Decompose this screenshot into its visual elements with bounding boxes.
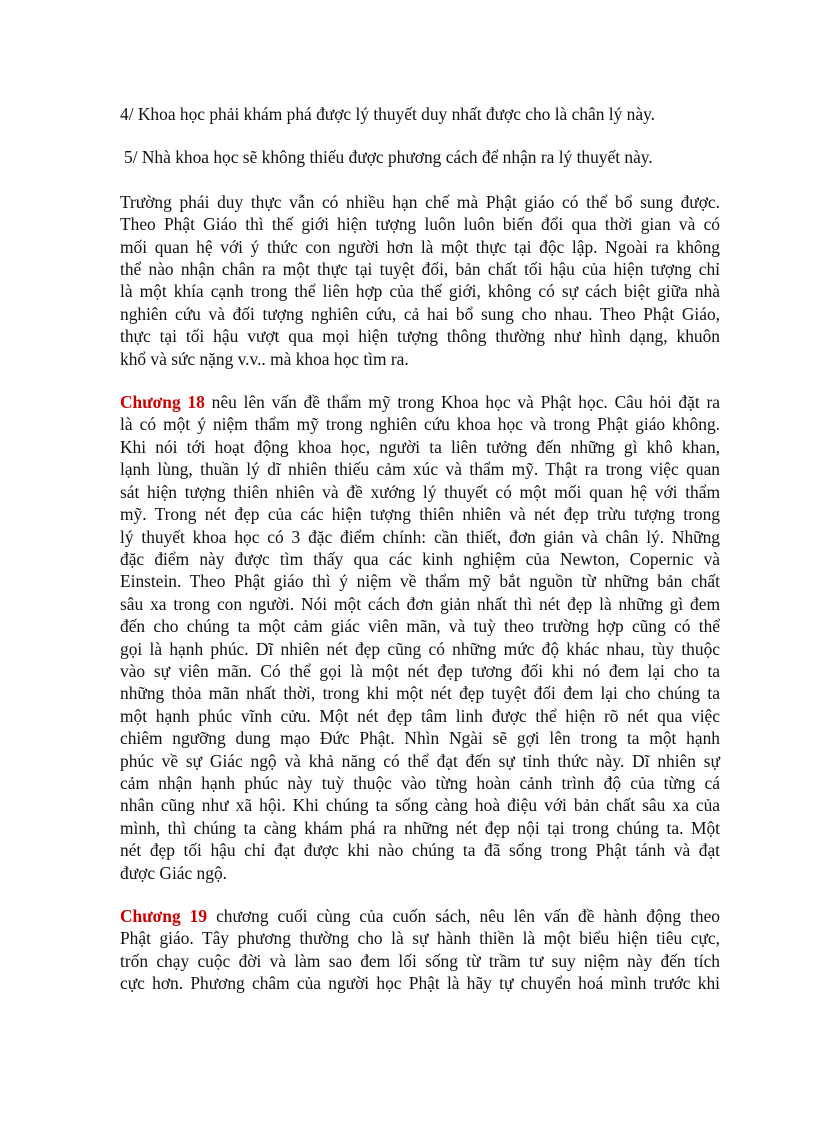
text-line: mình, thì chúng ta càng khám phá ra những nét đẹp nội tại trong chúng ta. Một [120,817,720,838]
text-line: là một khía cạnh trong thể liên hợp của thế giới, không có sự cách biệt giữa nhà [120,281,720,302]
text-line: sâu xa trong con người. Nói một cách đơn giản nhất thì nét đẹp là những gì đem [120,593,720,614]
chapter-19-heading: Chương 19 [120,906,208,926]
text-line: khổ và sức nặng v.v.. mà khoa học tìm ra. [120,348,409,369]
text-line: Einstein. Theo Phật giáo thì ý niệm về thẩm mỹ bắt nguồn từ những bản chất [120,571,720,592]
text-line: 5/ Nhà khoa học sẽ không thiếu được phương cách để nhận ra lý thuyết này. [124,147,653,168]
text-line [120,391,720,413]
text-line: mỹ. Trong nét đẹp của các hiện tượng thiên nhiên và nét đẹp trừu tượng trong [120,504,720,525]
text-line: đến cho chúng ta một cảm giác viên mãn, và tuỳ theo trường hợp cũng có thể [120,616,720,637]
text-line: mối quan hệ với ý thức con người hơn là một thực tại độc lập. Ngoài ra không [120,236,720,257]
text-line: Theo Phật Giáo thì thế giới hiện tượng luôn luôn biến đổi qua thời gian và có [120,214,720,235]
paragraph-chapter-19 [120,905,720,995]
text-line: sát hiện tượng thiên nhiên và đề xướng lý thuyết có một mối quan hệ với thẩm [120,481,720,502]
document-page [120,92,720,995]
paragraph-realism [120,191,720,370]
text-line [120,905,720,927]
chapter-18-first-line: nêu lên vấn đề thẩm mỹ trong Khoa học và Phật học. Câu hỏi đặt ra [204,392,720,413]
text-line: phúc về sự Giác ngộ và khả năng có thể đạt đến sự tỉnh thức này. Dĩ nhiên sự [120,750,720,771]
paragraph-chapter-18 [120,391,720,884]
text-line: lý thuyết khoa học có 3 đặc điểm chính: cần thiết, đơn giản và chân lý. Những [120,526,720,547]
text-line: Phật giáo. Tây phương thường cho là sự hành thiền là một biểu hiện tiêu cực, [120,928,720,949]
list-item-4 [120,103,720,125]
text-line: cực hơn. Phương châm của người học Phật là hãy tự chuyển hoá mình trước khi [120,973,720,994]
chapter-18-heading: Chương 18 [120,392,205,413]
text-line: nhân cũng như xã hội. Khi chúng ta sống càng hoà điệu với bản chất sâu xa của [120,795,720,816]
text-line: thể nào nhận chân ra một thực tại tuyệt đối, bản chất tối hậu của hiện tượng chỉ [120,259,720,280]
text-line: vào sự viên mãn. Có thể gọi là một nét đẹp tương đối khi nó đem lại cho ta [120,660,720,681]
text-line: đặc điểm này được tìm thấy qua các kinh nghiệm của Newton, Copernic và [120,548,720,569]
chapter-19-first-line: chương cuối cùng của cuốn sách, nêu lên vấn đề hành động theo [207,906,720,926]
text-line: lạnh lùng, thuần lý dĩ nhiên thiếu cảm xúc và thẩm mỹ. Thật ra trong việc quan [120,459,720,480]
text-line: chiêm ngưỡng dung mạo Đức Phật. Nhìn Ngài sẽ gợi lên trong ta một hạnh [120,728,720,749]
text-line: trốn chạy cuộc đời và làm sao đem lối sống từ trầm tư suy niệm này đến tích [120,950,720,971]
text-line: là có một ý niệm thẩm mỹ trong nghiên cứu khoa học và trong Phật giáo không. [120,414,720,435]
text-line: một hạnh phúc vĩnh cửu. Một nét đẹp tâm linh được thể hiện rõ nét qua việc [120,705,720,726]
text-line: Khi nói tới hoạt động khoa học, người ta liên tưởng đến những gì khô khan, [120,436,720,457]
text-line: nét đẹp tối hậu chỉ đạt được khi nào chúng ta đã sống trong Phật tánh và đạt [120,840,720,861]
text-line: được Giác ngộ. [120,862,227,883]
text-line: những thỏa mãn nhất thời, trong khi một nét đẹp tuyệt đối đem lại cho chúng ta [120,683,720,704]
text-line: Trường phái duy thực vẫn có nhiều hạn chế mà Phật giáo có thể bổ sung được. [120,191,720,212]
text-line: 4/ Khoa học phải khám phá được lý thuyết duy nhất được cho là chân lý này. [120,104,655,124]
text-line: cảm nhận hạnh phúc này tuỳ thuộc vào từng hoàn cảnh trình độ của từng cá [120,772,720,793]
text-line: gọi là hạnh phúc. Dĩ nhiên nét đẹp cũng có những mức độ khác nhau, tùy thuộc [120,638,720,659]
list-item-5 [120,146,720,168]
text-line: nghiên cứu và đối tượng nghiên cứu, cả hai bổ sung cho nhau. Theo Phật Giáo, [120,303,720,324]
text-line: thực tại tối hậu vượt qua mọi hiện tượng thông thường như hình dạng, khuôn [120,326,720,347]
